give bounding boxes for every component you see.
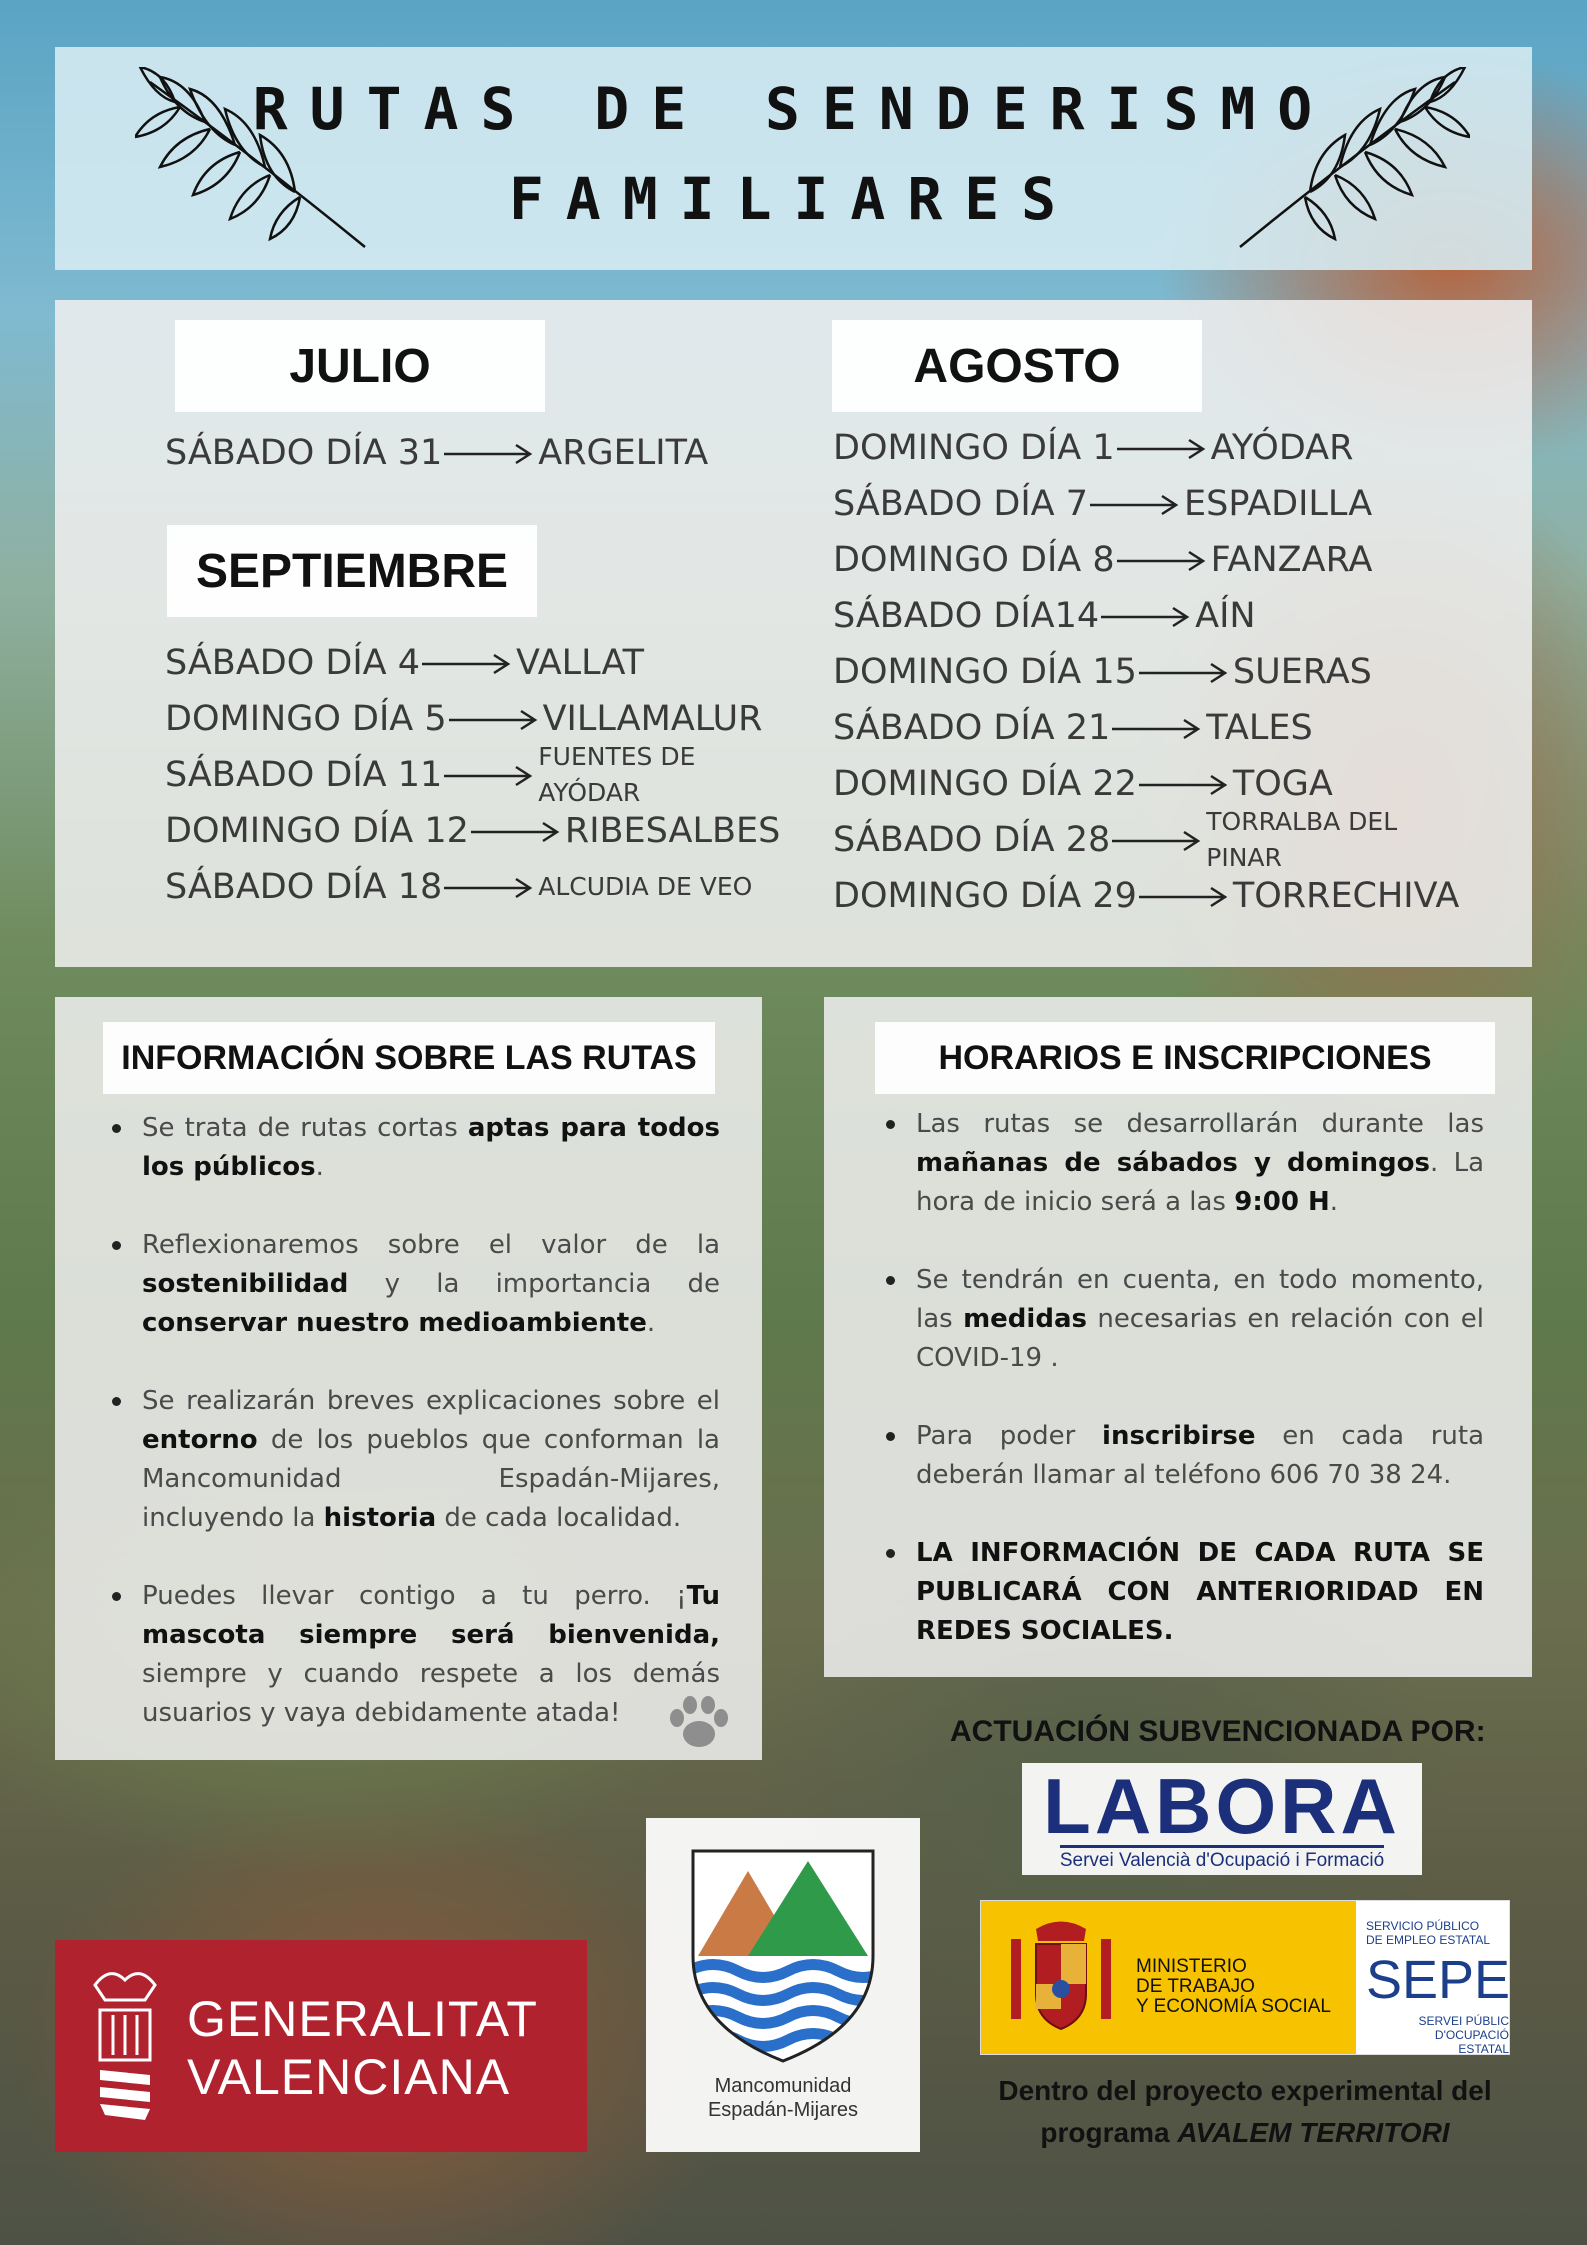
- julio-route-list: [165, 425, 708, 481]
- project-text: [960, 2070, 1530, 2154]
- gva-line-1: GENERALITAT: [187, 1991, 538, 2047]
- hours-bullet: Se tendrán en cuenta, en todo momento, las medidas necesarias en relación con el COVID-19 .: [884, 1261, 1484, 1378]
- arrow-right-icon: [1088, 492, 1180, 516]
- julio-heading: JULIO: [289, 339, 431, 393]
- info-heading-box: [103, 1022, 715, 1094]
- gva-line-2: VALENCIANA: [187, 2049, 511, 2105]
- title-line-2: FAMILIARES: [508, 165, 1079, 233]
- arrow-right-icon: [1110, 828, 1202, 852]
- route-place: VILLAMALUR: [542, 699, 763, 739]
- info-bullet-list: [110, 1109, 720, 1772]
- arrow-right-icon: [442, 875, 534, 899]
- agosto-heading-box: [832, 320, 1202, 412]
- route-place: TOGA: [1232, 764, 1333, 804]
- arrow-right-icon: [1137, 660, 1229, 684]
- arrow-right-icon: [1137, 884, 1229, 908]
- sepe-bottom-text: SERVEI PÚBLIC D'OCUPACIÓ ESTATAL: [1418, 2014, 1509, 2056]
- schedule-panel: [55, 300, 1532, 967]
- route-place: TORRALBA DEL PINAR: [1206, 807, 1398, 872]
- route-day: DOMINGO DÍA 8: [833, 540, 1115, 580]
- route-day: SÁBADO DÍA 21: [833, 708, 1111, 748]
- septiembre-heading-box: [167, 525, 537, 617]
- route-item: [833, 588, 1459, 644]
- route-item: [165, 635, 780, 691]
- route-item: [833, 644, 1459, 700]
- info-panel: [55, 997, 762, 1760]
- info-heading: INFORMACIÓN SOBRE LAS RUTAS: [121, 1038, 697, 1077]
- route-item: [165, 803, 780, 859]
- arrow-right-icon: [442, 763, 534, 787]
- route-item: [165, 425, 708, 481]
- mancomunidad-name: Mancomunidad Espadán-Mijares: [707, 2075, 859, 2121]
- route-item: [833, 807, 1459, 872]
- leaf-right-icon: [1230, 67, 1470, 257]
- sponsor-label: ACTUACIÓN SUBVENCIONADA POR:: [950, 1715, 1486, 1748]
- route-place: ARGELITA: [538, 433, 709, 473]
- route-item: [833, 476, 1459, 532]
- arrow-right-icon: [447, 707, 539, 731]
- route-place: TORRECHIVA: [1232, 876, 1460, 916]
- labora-word: LABORA: [1043, 1761, 1401, 1850]
- route-day: SÁBADO DÍA 18: [165, 867, 443, 907]
- title-panel: [55, 47, 1532, 270]
- hours-bullet: LA INFORMACIÓN DE CADA RUTA SE PUBLICARÁ CON ANTERIORIDAD EN REDES SOCIALES.: [884, 1534, 1484, 1651]
- ministry-panel: [981, 1901, 1356, 2054]
- info-bullet: Reflexionaremos sobre el valor de la sostenibilidad y la importancia de conservar nuestro medioambiente.: [110, 1226, 720, 1343]
- route-item: [165, 742, 780, 807]
- project-line-2: programa AVALEM TERRITORI: [1040, 2117, 1450, 2148]
- title-line-1: RUTAS DE SENDERISMO: [252, 75, 1335, 143]
- hours-bullet: Para poder inscribirse en cada ruta deberán llamar al teléfono 606 70 38 24.: [884, 1417, 1484, 1495]
- info-bullet: Se realizarán breves explicaciones sobre el entorno de los pueblos que conforman la Mancomunidad Espadán-Mijares, incluyendo la historia de cada localidad.: [110, 1382, 720, 1538]
- route-place: ALCUDIA DE VEO: [538, 872, 753, 901]
- hours-heading-box: [875, 1022, 1495, 1094]
- route-item: [165, 859, 780, 915]
- route-item: [833, 868, 1459, 924]
- septiembre-heading: SEPTIEMBRE: [195, 544, 509, 598]
- project-line-1: Dentro del proyecto experimental del: [998, 2075, 1492, 2106]
- info-bullet: Se trata de rutas cortas aptas para todos los públicos.: [110, 1109, 720, 1187]
- info-bullet: Puedes llevar contigo a tu perro. ¡Tu mascota siempre será bienvenida, siempre y cuando respete a los demás usuarios y vaya debidamente atada!: [110, 1577, 720, 1733]
- agosto-heading: AGOSTO: [913, 339, 1121, 393]
- route-day: SÁBADO DÍA 31: [165, 433, 443, 473]
- ministry-text: MINISTERIO DE TRABAJO Y ECONOMÍA SOCIAL: [1136, 1956, 1331, 2017]
- route-place: FUENTES DE AYÓDAR: [538, 742, 696, 807]
- spain-coat-of-arms-icon: [1006, 1919, 1116, 2037]
- arrow-right-icon: [1099, 604, 1191, 628]
- route-place: TALES: [1206, 708, 1313, 748]
- route-day: DOMINGO DÍA 12: [165, 811, 469, 851]
- septiembre-route-list: [165, 635, 780, 915]
- ministry-sepe-logo: [980, 1900, 1510, 2055]
- route-day: SÁBADO DÍA 28: [833, 820, 1111, 860]
- route-day: SÁBADO DÍA 7: [833, 484, 1088, 524]
- route-day: DOMINGO DÍA 1: [833, 428, 1115, 468]
- paw-icon: [667, 1694, 731, 1752]
- labora-logo: [1022, 1763, 1422, 1875]
- arrow-right-icon: [420, 651, 512, 675]
- route-day: SÁBADO DÍA 4: [165, 643, 420, 683]
- generalitat-valenciana-logo: [55, 1940, 587, 2152]
- route-place: VALLAT: [516, 643, 645, 683]
- route-item: [833, 532, 1459, 588]
- agosto-route-list: [833, 420, 1459, 924]
- hours-bullet-list: [884, 1105, 1484, 1690]
- route-day: DOMINGO DÍA 15: [833, 652, 1137, 692]
- route-place: ESPADILLA: [1184, 484, 1373, 524]
- hours-heading: HORARIOS E INSCRIPCIONES: [938, 1038, 1432, 1077]
- arrow-right-icon: [1110, 716, 1202, 740]
- route-day: DOMINGO DÍA 22: [833, 764, 1137, 804]
- arrow-right-icon: [1115, 548, 1207, 572]
- route-item: [833, 700, 1459, 756]
- arrow-right-icon: [1137, 772, 1229, 796]
- route-day: DOMINGO DÍA 29: [833, 876, 1137, 916]
- route-item: [833, 420, 1459, 476]
- route-day: SÁBADO DÍA 11: [165, 755, 443, 795]
- route-place: FANZARA: [1210, 540, 1373, 580]
- sepe-word: SEPE: [1366, 1950, 1511, 2010]
- hours-bullet: Las rutas se desarrollarán durante las mañanas de sábados y domingos. La hora de inicio será a las 9:00 H.: [884, 1105, 1484, 1222]
- route-place: RIBESALBES: [564, 811, 781, 851]
- arrow-right-icon: [442, 441, 534, 465]
- route-place: AÍN: [1195, 596, 1256, 636]
- hours-panel: [824, 997, 1532, 1677]
- route-place: SUERAS: [1232, 652, 1372, 692]
- mancomunidad-logo: [646, 1818, 920, 2152]
- julio-heading-box: [175, 320, 545, 412]
- gva-text: [187, 1990, 538, 2106]
- route-place: AYÓDAR: [1210, 428, 1354, 468]
- mancomunidad-shield-icon: [688, 1846, 878, 2066]
- sepe-top-text: SERVICIO PÚBLICO DE EMPLEO ESTATAL: [1366, 1919, 1491, 1947]
- gva-emblem-icon: [85, 1965, 165, 2130]
- arrow-right-icon: [1115, 436, 1207, 460]
- arrow-right-icon: [469, 819, 561, 843]
- labora-subtitle: Servei Valencià d'Ocupació i Formació: [1060, 1845, 1384, 1872]
- route-day: SÁBADO DÍA14: [833, 596, 1100, 636]
- route-day: DOMINGO DÍA 5: [165, 699, 447, 739]
